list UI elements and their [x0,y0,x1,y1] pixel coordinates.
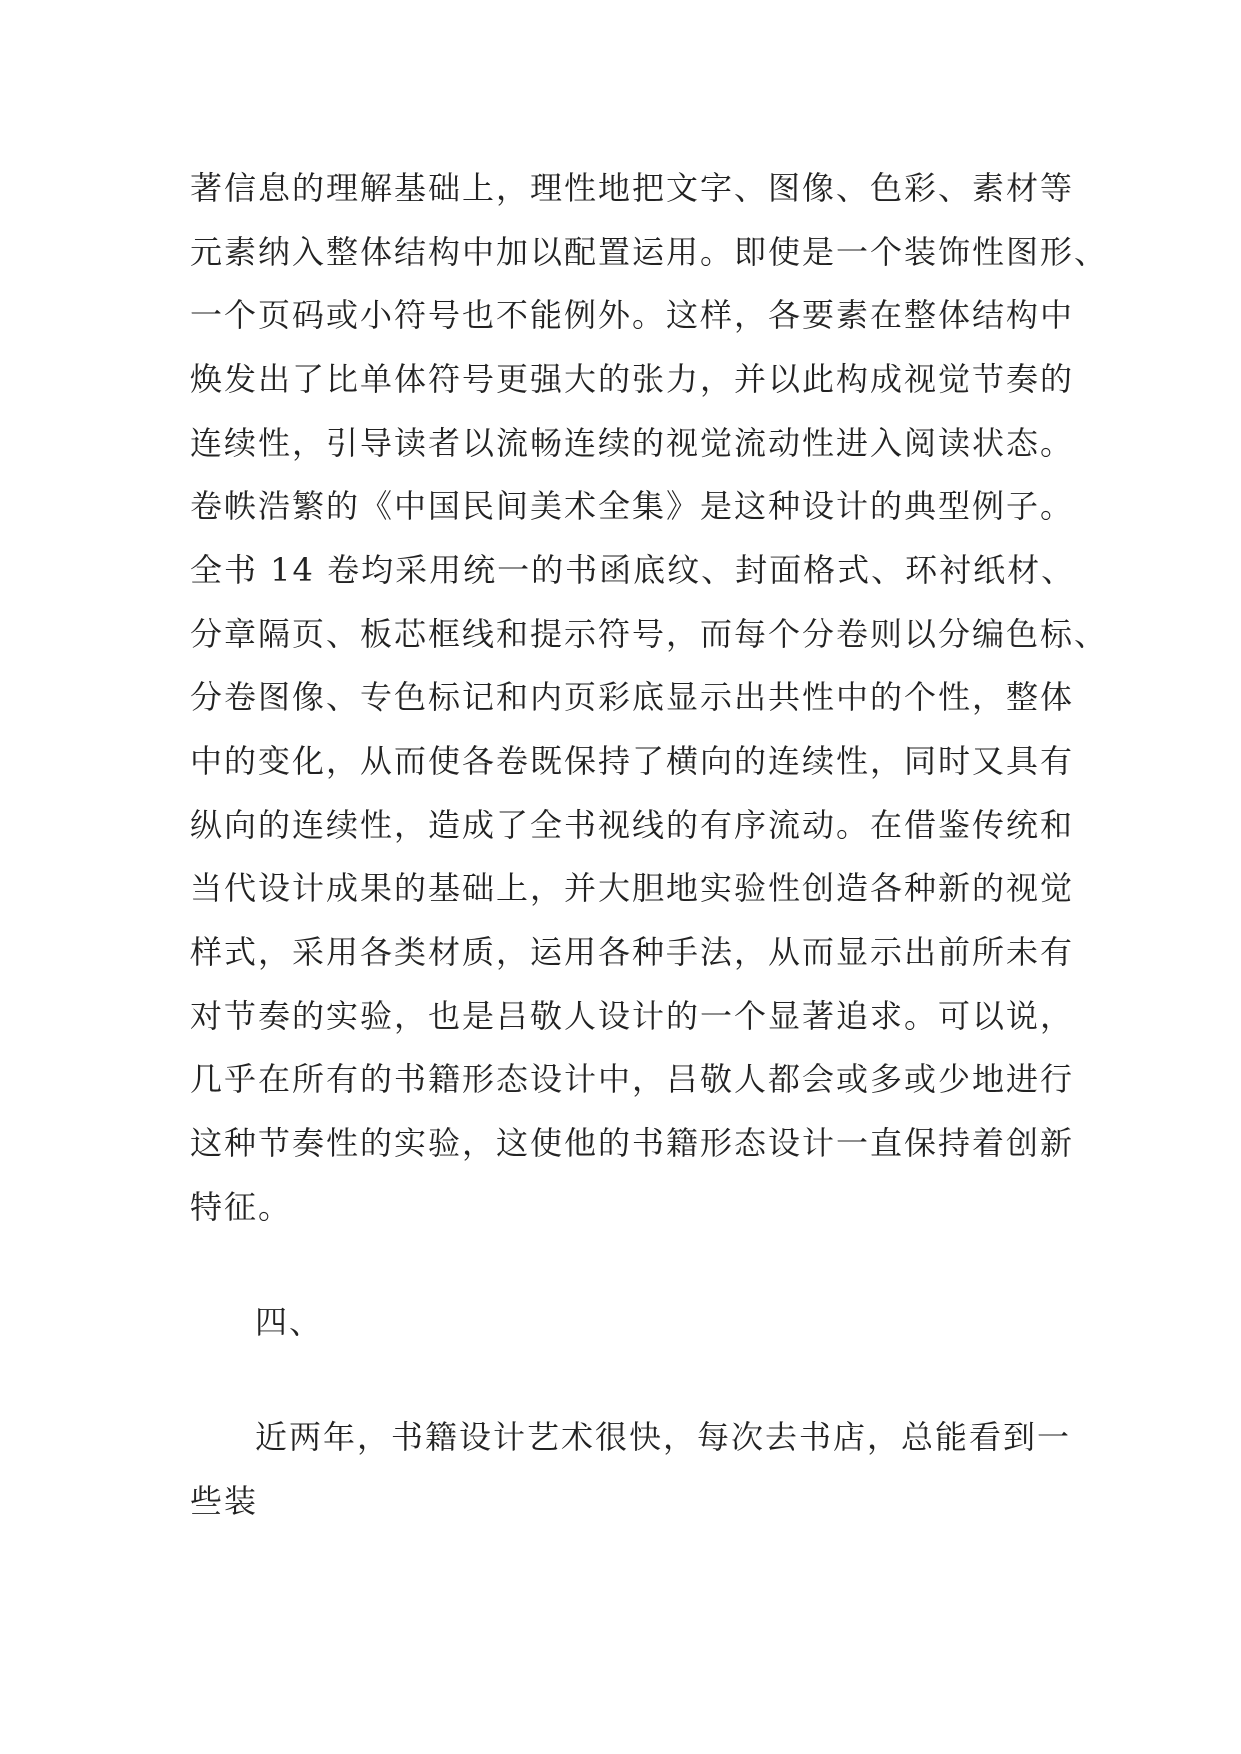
body-line: 对节奏的实验，也是吕敬人设计的一个显著追求。可以说， [190,997,1075,1035]
paragraph-line: 些装 [190,1482,259,1520]
body-line: 全书 14 卷均采用统一的书函底纹、封面格式、环衬纸材、 [190,551,1076,589]
body-line: 样式，采用各类材质，运用各种手法，从而显示出前所未有 [190,933,1075,971]
body-line: 焕发出了比单体符号更强大的张力，并以此构成视觉节奏的 [190,360,1075,398]
body-line: 连续性，引导读者以流畅连续的视觉流动性进入阅读状态。 [190,424,1075,462]
body-line: 当代设计成果的基础上，并大胆地实验性创造各种新的视觉 [190,869,1075,907]
body-line: 分卷图像、专色标记和内页彩底显示出共性中的个性，整体 [190,678,1075,716]
body-line: 一个页码或小符号也不能例外。这样，各要素在整体结构中 [190,296,1075,334]
paragraph-line: 近两年，书籍设计艺术很快，每次去书店，总能看到一 [255,1418,1072,1456]
body-line: 特征。 [190,1188,293,1226]
body-line: 卷帙浩繁的《中国民间美术全集》是这种设计的典型例子。 [190,487,1075,525]
body-line: 分章隔页、板芯框线和提示符号，而每个分卷则以分编色标、 [190,615,1109,653]
body-line: 元素纳入整体结构中加以配置运用。即使是一个装饰性图形、 [190,233,1109,271]
section-heading: 四、 [255,1303,324,1341]
body-line: 中的变化，从而使各卷既保持了横向的连续性，同时又具有 [190,742,1075,780]
body-line: 著信息的理解基础上，理性地把文字、图像、色彩、素材等 [190,169,1075,207]
body-line: 几乎在所有的书籍形态设计中，吕敬人都会或多或少地进行 [190,1060,1075,1098]
body-line: 纵向的连续性，造成了全书视线的有序流动。在借鉴传统和 [190,806,1075,844]
body-line: 这种节奏性的实验，这使他的书籍形态设计一直保持着创新 [190,1124,1075,1162]
